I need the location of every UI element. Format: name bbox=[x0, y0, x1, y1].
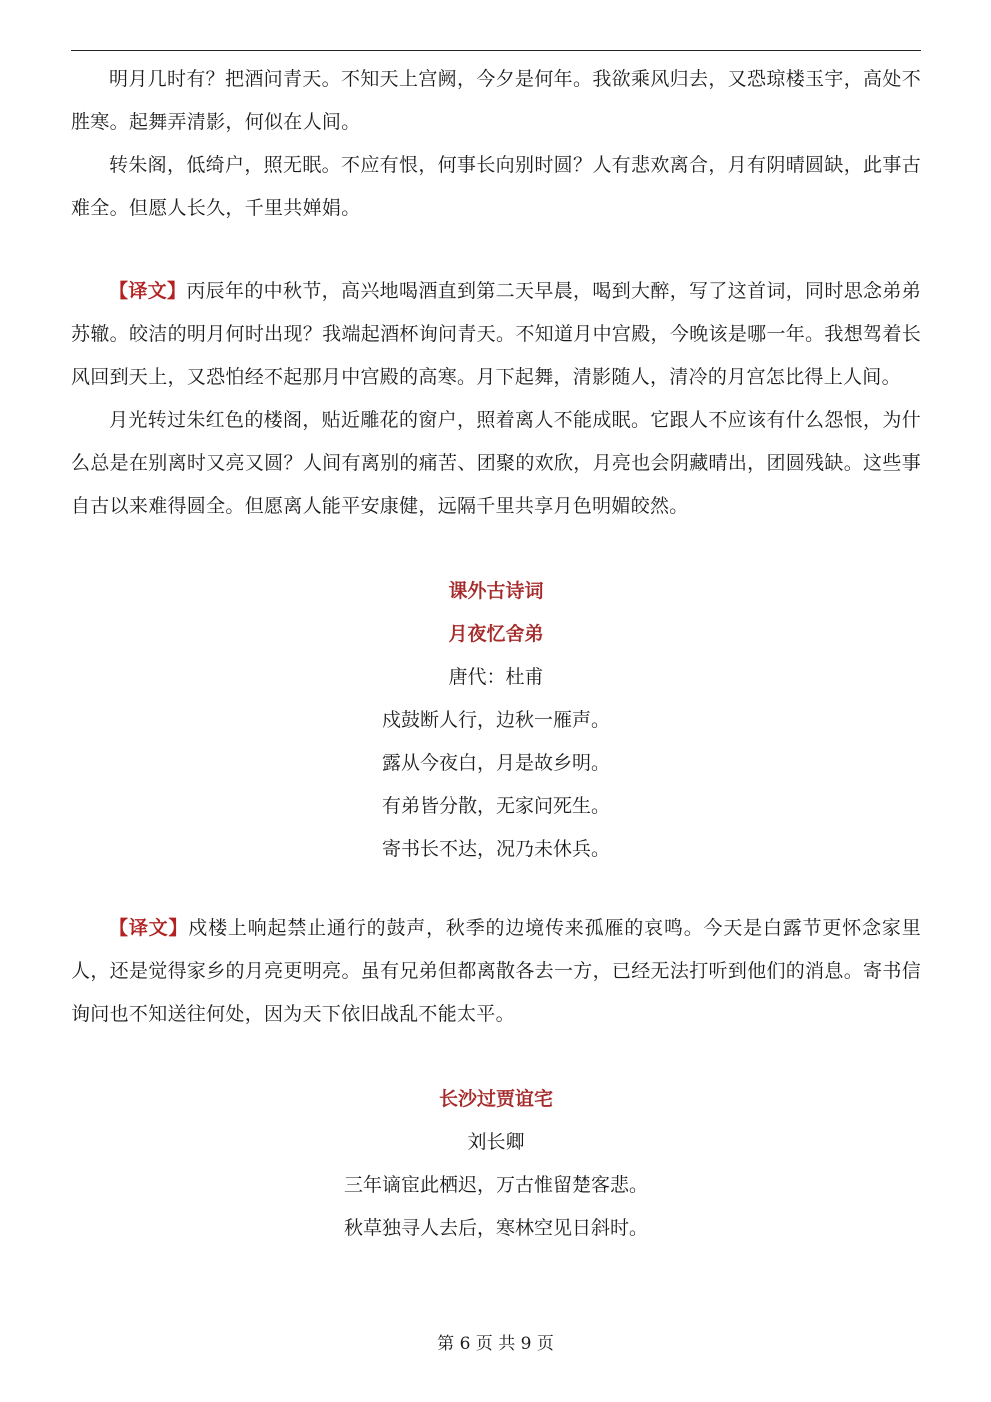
translation-tag: 【译文】 bbox=[109, 917, 189, 939]
translation-tag: 【译文】 bbox=[109, 280, 187, 302]
poem-stanza-2: 转朱阁，低绮户，照无眠。不应有恨，何事长向别时圆？人有悲欢离合，月有阴晴圆缺，此事古难全。但愿人长久，千里共婵娟。 bbox=[71, 154, 921, 219]
poem-title: 月夜忆舍弟 bbox=[448, 623, 544, 645]
translation-text: 戍楼上响起禁止通行的鼓声，秋季的边境传来孤雁的哀鸣。今天是白露节更怀念家里人，还是觉得家乡的月亮更明亮。虽有兄弟但都离散各去一方，已经无法打听到他们的消息。寄书信询问也不知送往何处，因为天下依旧战乱不能太平。 bbox=[71, 917, 922, 1025]
page-number: 第 6 页 共 9 页 bbox=[437, 1334, 554, 1354]
translation-paragraph-2: 月光转过朱红色的楼阁，贴近雕花的窗户，照着离人不能成眠。它跟人不应该有什么怨恨，为什么总是在别离时又亮又圆？人间有离别的痛苦、团聚的欢欣，月亮也会阴藏晴出，团圆残缺。这些事自古以来难得圆全。但愿离人能平安康健，远隔千里共享月色明媚皎然。 bbox=[71, 409, 921, 517]
poem-title: 长沙过贾谊宅 bbox=[438, 1088, 553, 1110]
poem-line: 三年谪宦此栖迟，万古惟留楚客悲。 bbox=[343, 1174, 648, 1196]
translation-text: 丙辰年的中秋节，高兴地喝酒直到第二天早晨，喝到大醉，写了这首词，同时思念弟弟苏辙。皎洁的明月何时出现？我端起酒杯询问青天。不知道月中宫殿，今晚该是哪一年。我想驾着长风回到天上，又恐怕经不起那月中宫殿的高寒。月下起舞，清影随人，清冷的月宫怎比得上人间。 bbox=[71, 280, 922, 388]
section-title: 课外古诗词 bbox=[448, 580, 544, 602]
poem-line: 有弟皆分散，无家问死生。 bbox=[381, 795, 610, 817]
header-rule bbox=[71, 50, 921, 51]
translation-paragraph-3 bbox=[71, 907, 921, 1036]
translation-paragraph-1 bbox=[71, 270, 921, 399]
poem-line: 寄书长不达，况乃未休兵。 bbox=[381, 838, 610, 860]
poem-line: 秋草独寻人去后，寒林空见日斜时。 bbox=[343, 1217, 648, 1239]
poem-line: 戍鼓断人行，边秋一雁声。 bbox=[381, 709, 610, 731]
poem-stanza-1: 明月几时有？把酒问青天。不知天上宫阙，今夕是何年。我欲乘风归去，又恐琼楼玉宇，高处不胜寒。起舞弄清影，何似在人间。 bbox=[71, 68, 921, 133]
poem-author: 唐代：杜甫 bbox=[448, 666, 544, 688]
poem-author: 刘长卿 bbox=[467, 1131, 525, 1153]
poem-line: 露从今夜白，月是故乡明。 bbox=[381, 752, 610, 774]
document-body bbox=[71, 58, 921, 1250]
